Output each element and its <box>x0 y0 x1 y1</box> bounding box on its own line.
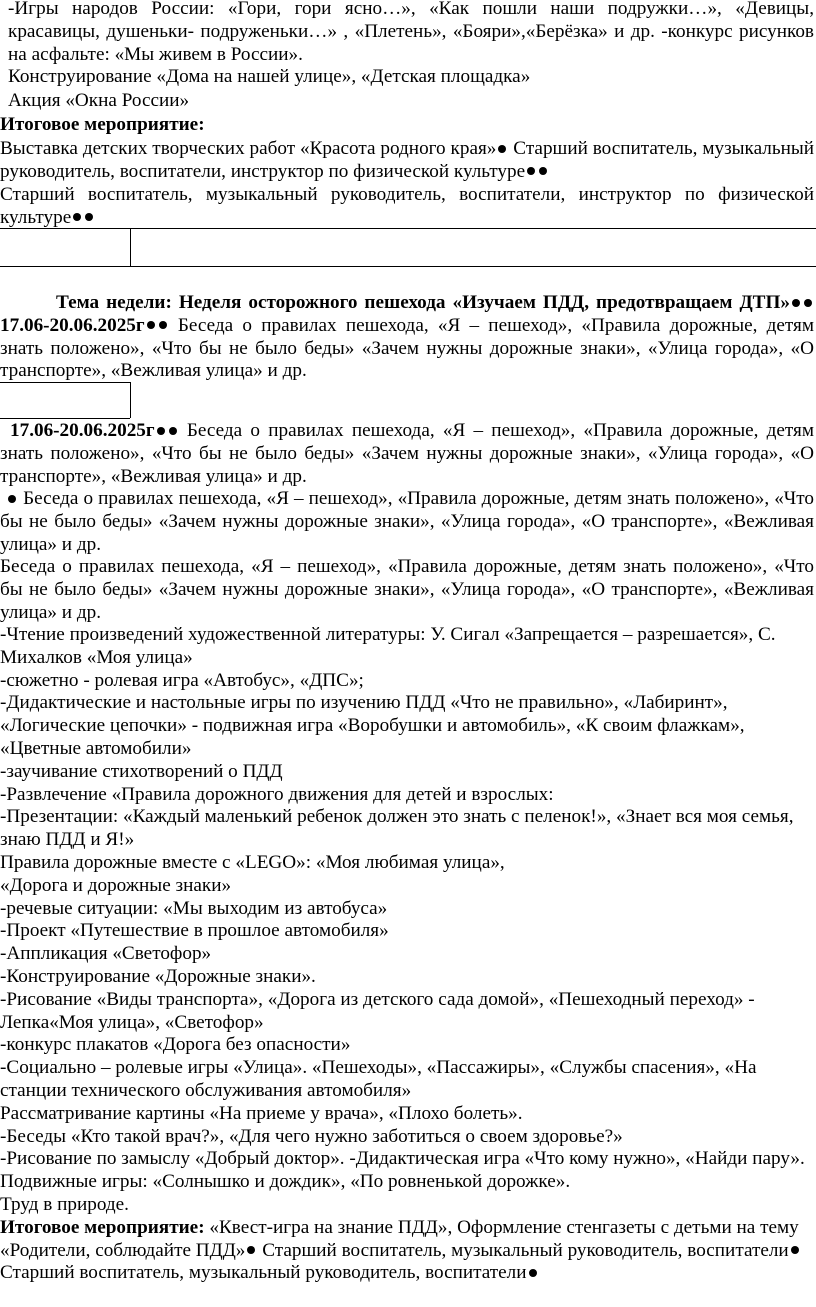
talk-plain: Беседа о правилах пешехода, «Я – пешеход», «Правила дорожные, детям знать положено», «Что бы не было беды» «Зачем нужны дорожные знаки», «Улица города», «О транспорте», «Вежливая улица» и др. <box>0 556 814 623</box>
list-item: Труд в природе. <box>0 1193 129 1215</box>
bullet-icon <box>8 495 16 503</box>
final-event-heading: Итоговое мероприятие: <box>0 114 205 135</box>
list-item: -речевые ситуации: «Мы выходим из автобуса» <box>0 897 388 919</box>
list-item: -Социально – ролевые игры «Улица». «Пешеходы», «Пассажиры», «Службы спасения», «На станции технического обслуживания автомобиля» <box>0 1057 757 1101</box>
action-paragraph: Акция «Окна России» <box>8 90 190 111</box>
list-item: -Развлечение «Правила дорожного движения для детей и взрослых: <box>0 783 554 805</box>
bullet-icon <box>804 299 812 307</box>
table-border <box>0 228 816 229</box>
bullet-icon <box>791 1246 799 1254</box>
table-border <box>0 418 130 419</box>
final-responsible: Старший воспитатель, музыкальный руководитель, воспитатели <box>0 1262 814 1285</box>
bullet-icon <box>157 427 165 435</box>
bullet-icon <box>73 213 81 221</box>
list-item: «Дорога и дорожные знаки» <box>0 874 232 896</box>
bullet-icon <box>169 427 177 435</box>
list-item: -Проект «Путешествие в прошлое автомобиля» <box>0 920 389 942</box>
final-event: Итоговое мероприятие: «Квест-игра на знание ПДД», Оформление стенгазеты с детьми на тему «Родители, соблюдайте ПДД» Старший воспитатель, музыкальный руководитель, воспитатели <box>0 1216 799 1261</box>
list-item: Рассматривание картины «На приеме у врача», «Плохо болеть». <box>0 1102 523 1124</box>
talk-bullet: Беседа о правилах пешехода, «Я – пешеход», «Правила дорожные, детям знать положено», «Что бы не было беды» «Зачем нужны дорожные знаки», «Улица города», «О транспорте», «Вежливая улица» и др. <box>0 488 814 555</box>
list-item: -Аппликация «Светофор» <box>0 943 212 965</box>
list-item: -Дидактические и настольные игры по изучению ПДД «Что не правильно», «Лабиринт», «Логические цепочки» - подвижная игра «Воробушки и автомобиль», «К своим флажкам», «Цветные автомобили» <box>0 692 745 759</box>
list-item: -конкурс плакатов «Дорога без опасности» <box>0 1034 351 1056</box>
list-item: Правила дорожные вместе с «LEGO»: «Моя любимая улица», <box>0 851 505 873</box>
bullet-icon <box>159 321 167 329</box>
list-item: -Рисование по замыслу «Добрый доктор». -Дидактическая игра «Что кому нужно», «Найди пару». Подвижные игры: «Солнышко и дождик», «По ровненькой дорожке». <box>0 1148 805 1193</box>
activities-list <box>0 624 814 1285</box>
list-item: -Чтение произведений художественной литературы: У. Сигал «Запрещается – разрешается», С. Михалков «Моя улица» <box>0 624 776 668</box>
list-item: -Беседы «Кто такой врач?», «Для чего нужно заботиться о своем здоровье?» <box>0 1125 623 1147</box>
final-event-text: Выставка детских творческих работ «Красота родного края» Старший воспитатель, музыкальный руководитель, воспитатели, инструктор по физической культуре <box>0 138 815 182</box>
bullet-icon <box>247 1246 255 1254</box>
bullet-icon <box>527 167 535 175</box>
list-item: -Рисование «Виды транспорта», «Дорога из детского сада домой», «Пешеходный переход» - Лепка«Моя улица», «Светофор» <box>0 988 755 1033</box>
table-border <box>0 266 816 267</box>
table-border <box>0 382 130 383</box>
responsible-text: Старший воспитатель, музыкальный руководитель, воспитатели, инструктор по физической культуре <box>0 184 814 228</box>
bullet-icon <box>539 167 547 175</box>
games-paragraph: -Игры народов России: «Гори, гори ясно…», «Как пошли наши подружки…», «Девицы, красавицы, душеньки- подруженьки…» , «Плетень», «Бояри»,«Берёзка» и др. -конкурс рисунков на асфальте: «Мы живем в России». <box>8 0 814 65</box>
construction-paragraph: Конструирование «Дома на нашей улице», «Детская площадка» <box>8 66 531 87</box>
bullet-icon <box>85 213 93 221</box>
list-item: -сюжетно - ролевая игра «Автобус», «ДПС»; <box>0 669 364 691</box>
bullet-icon <box>792 299 800 307</box>
table-border <box>130 382 131 418</box>
bullet-icon <box>529 1269 537 1277</box>
week-dates-talk: 17.06-20.06.2025г Беседа о правилах пешехода, «Я – пешеход», «Правила дорожные, детям знать положено», «Что бы не было беды» «Зачем нужны дорожные знаки», «Улица города», «О транспорте», «Вежливая улица» и др. <box>0 420 815 487</box>
list-item: -заучивание стихотворений о ПДД <box>0 760 283 782</box>
list-item: -Конструирование «Дорожные знаки». <box>0 965 316 987</box>
table-border <box>130 228 131 266</box>
week-theme: Тема недели: Неделя осторожного пешехода «Изучаем ПДД, предотвращаем ДТП» 17.06-20.06.2025г Беседа о правилах пешехода, «Я – пешеход», «Правила дорожные, детям знать положено», «Что бы не было беды» «Зачем нужны дорожные знаки», «Улица города», «О транспорте», «Вежливая улица» и др. <box>0 292 815 382</box>
bullet-icon <box>498 145 506 153</box>
bullet-icon <box>147 321 155 329</box>
list-item: -Презентации: «Каждый маленький ребенок должен это знать с пеленок!», «Знает вся моя семья, знаю ПДД и Я!» <box>0 806 794 851</box>
